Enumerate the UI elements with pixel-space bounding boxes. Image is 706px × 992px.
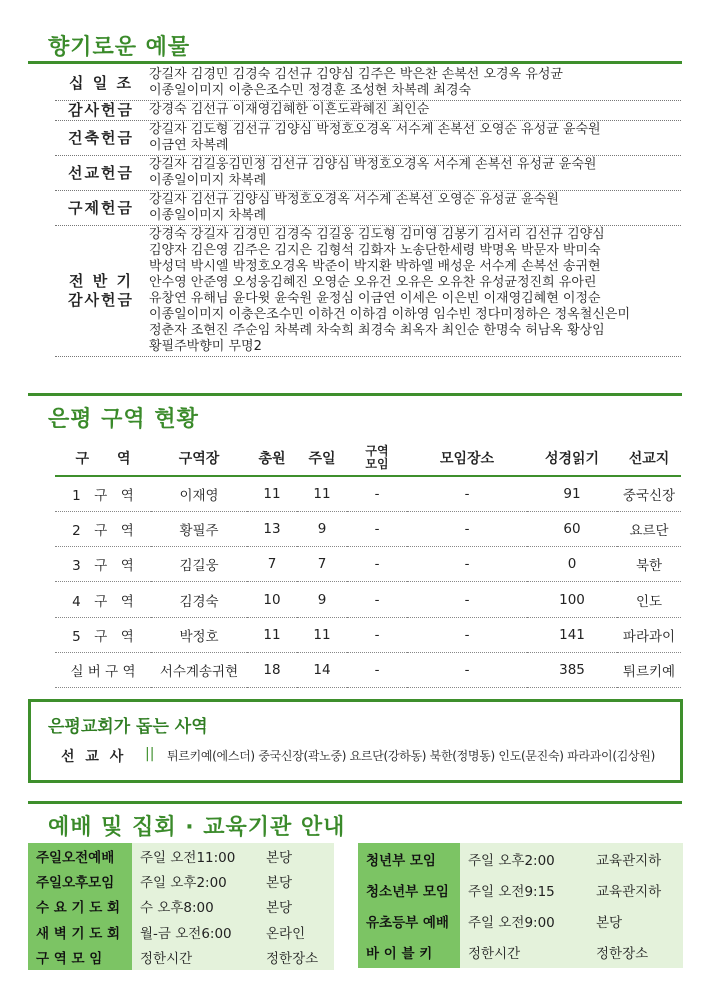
schedule-label: 주일오후모임 <box>28 868 132 893</box>
table-cell: 박정호 <box>151 617 247 652</box>
table-cell: - <box>347 582 407 617</box>
offerings-title: 향기로운 예물 <box>48 35 191 60</box>
table-cell: - <box>347 511 407 546</box>
table-cell: 10 <box>247 582 297 617</box>
district-table <box>55 440 681 688</box>
offering-row <box>55 101 681 121</box>
schedule-label: 바 이 블 키 <box>358 937 460 968</box>
table-cell: - <box>347 547 407 582</box>
offering-row <box>55 156 681 191</box>
schedule-place: 정한장소 <box>258 945 334 970</box>
table-row <box>55 582 681 617</box>
table-cell: 북한 <box>617 547 681 582</box>
schedule-place: 본당 <box>588 905 683 936</box>
column-header: 구 역 <box>55 440 151 476</box>
column-header: 모임장소 <box>407 440 527 476</box>
schedule-time: 주일 오후2:00 <box>460 843 588 874</box>
table-cell: 실 버 구 역 <box>55 652 151 687</box>
table-row <box>55 547 681 582</box>
schedule-table-right <box>358 843 683 968</box>
offering-names: 강경숙 강길자 김경민 김경숙 김길웅 김도형 김미영 김봉기 김서리 김선규 김양심 김양자 김은영 김주은 김지은 김형석 김화자 노송단한세령 박명옥 박문자 박미숙 박성덕 박시엘 박정호오경옥 박준이 박지환 박하엘 배성운 서수계 손복선 송귀현 안수영 안준영 오성웅김혜진 오영순 오유건 오유은 오유찬 유성균정진희 유아린 유창연 유해님 윤다윗 윤숙원 윤정심 이금연 이세은 이은빈 이재영김혜현 이정순 이종일이미지 이충은조수민 이하건 이하겸 이하영 임수빈 정다미정하은 정옥철신은미 정춘자 조현진 주순임 차복례 차숙희 최경숙 최옥자 최인순 한명숙 허남옥 황상임 황필주박향미 무명2 <box>149 227 631 354</box>
column-header: 구역장 <box>151 440 247 476</box>
offering-names: 강길자 김길웅김민정 김선규 김양심 박정호오경옥 서수계 손복선 유성균 윤숙원 이종일이미지 차복례 <box>149 157 597 188</box>
schedule-row <box>28 843 334 868</box>
missionary-label: 선 교 사 <box>61 749 127 765</box>
table-cell: - <box>407 476 527 511</box>
schedule-place: 정한장소 <box>588 937 683 968</box>
table-cell: 1 구 역 <box>55 476 151 511</box>
table-cell: - <box>347 476 407 511</box>
schedule-time: 정한시간 <box>460 937 588 968</box>
offering-label: 십 일 조 <box>69 73 133 92</box>
schedule-place: 본당 <box>258 894 334 919</box>
schedule-label: 수 요 기 도 회 <box>28 894 132 919</box>
schedule-time: 월-금 오전6:00 <box>132 919 258 944</box>
table-cell: 13 <box>247 511 297 546</box>
schedule-time: 주일 오전9:15 <box>460 874 588 905</box>
schedule-label: 청년부 모임 <box>358 843 460 874</box>
offering-row <box>55 66 681 101</box>
column-header: 총원 <box>247 440 297 476</box>
schedule-row <box>28 868 334 893</box>
schedule-time: 정한시간 <box>132 945 258 970</box>
table-cell: 튀르키예 <box>617 652 681 687</box>
schedule-place: 교육관지하 <box>588 843 683 874</box>
separator: || <box>145 746 155 762</box>
divider <box>28 801 682 804</box>
table-cell: 14 <box>297 652 347 687</box>
table-row <box>55 511 681 546</box>
table-row <box>55 476 681 511</box>
table-cell: 3 구 역 <box>55 547 151 582</box>
table-cell: 18 <box>247 652 297 687</box>
schedule-row <box>358 937 683 968</box>
table-cell: 385 <box>527 652 617 687</box>
table-cell: 5 구 역 <box>55 617 151 652</box>
table-cell: - <box>407 617 527 652</box>
schedule-label: 새 벽 기 도 회 <box>28 919 132 944</box>
table-cell: 파라과이 <box>617 617 681 652</box>
schedule-time: 수 오후8:00 <box>132 894 258 919</box>
schedule-time: 주일 오후2:00 <box>132 868 258 893</box>
schedule-row <box>28 894 334 919</box>
table-cell: 서수계송귀현 <box>151 652 247 687</box>
table-cell: 4 구 역 <box>55 582 151 617</box>
offering-label: 건축헌금 <box>68 128 134 147</box>
table-cell: - <box>347 617 407 652</box>
table-cell: - <box>407 582 527 617</box>
table-cell: - <box>347 652 407 687</box>
table-cell: 11 <box>247 476 297 511</box>
schedule-label: 주일오전예배 <box>28 843 132 868</box>
schedule-time: 주일 오전9:00 <box>460 905 588 936</box>
table-cell: 9 <box>297 582 347 617</box>
mission-box <box>28 699 683 783</box>
divider <box>28 61 682 64</box>
table-cell: 중국신장 <box>617 476 681 511</box>
mission-title: 은평교회가 돕는 사역 <box>48 717 208 737</box>
schedule-row <box>358 905 683 936</box>
divider <box>28 393 682 396</box>
table-cell: - <box>407 511 527 546</box>
schedule-place: 온라인 <box>258 919 334 944</box>
column-header: 선교지 <box>617 440 681 476</box>
offering-names: 강경숙 김선규 이재영김혜한 이흔도곽혜진 최인순 <box>149 102 430 117</box>
districts-title: 은평 구역 현황 <box>48 407 199 432</box>
offering-label: 선교헌금 <box>68 163 134 182</box>
missionary-list: 튀르키예(에스더) 중국신장(곽노중) 요르단(강하동) 북한(정명동) 인도(문진숙) 파라과이(김상원) <box>167 749 655 763</box>
table-cell: 요르단 <box>617 511 681 546</box>
offering-row <box>55 226 681 357</box>
column-header: 성경읽기 <box>527 440 617 476</box>
offering-row <box>55 191 681 226</box>
table-cell: 김길웅 <box>151 547 247 582</box>
table-cell: 60 <box>527 511 617 546</box>
table-cell: 100 <box>527 582 617 617</box>
table-cell: - <box>407 652 527 687</box>
schedule-row <box>28 919 334 944</box>
schedule-row <box>28 945 334 970</box>
column-header: 주일 <box>297 440 347 476</box>
schedule-label: 유초등부 예배 <box>358 905 460 936</box>
table-cell: 이재영 <box>151 476 247 511</box>
offering-names: 강길자 김도형 김선규 김양심 박정호오경옥 서수계 손복선 오영순 유성균 윤숙원 이금연 차복례 <box>149 122 601 153</box>
table-cell: 7 <box>297 547 347 582</box>
column-header: 구역 모임 <box>347 440 407 476</box>
schedule-table-left <box>28 843 334 970</box>
schedule-label: 청소년부 모임 <box>358 874 460 905</box>
offering-label: 전 반 기 감사헌금 <box>68 272 134 309</box>
schedule-place: 교육관지하 <box>588 874 683 905</box>
table-row <box>55 617 681 652</box>
table-row <box>55 652 681 687</box>
table-cell: 11 <box>247 617 297 652</box>
table-cell: 김경숙 <box>151 582 247 617</box>
offerings-list <box>55 66 681 357</box>
schedule-row <box>358 843 683 874</box>
table-cell: 11 <box>297 476 347 511</box>
schedule-title: 예배 및 집회 · 교육기관 안내 <box>48 815 346 840</box>
schedule-label: 구 역 모 임 <box>28 945 132 970</box>
schedule-place: 본당 <box>258 868 334 893</box>
table-cell: 9 <box>297 511 347 546</box>
table-cell: 141 <box>527 617 617 652</box>
schedule-row <box>358 874 683 905</box>
table-cell: 인도 <box>617 582 681 617</box>
offering-label: 감사헌금 <box>68 101 134 119</box>
schedule-place: 본당 <box>258 843 334 868</box>
offering-label: 구제헌금 <box>68 198 134 217</box>
table-header-row <box>55 440 681 476</box>
table-cell: 0 <box>527 547 617 582</box>
offering-names: 강길자 김경민 김경숙 김선규 김양심 김주은 박은찬 손복선 오경옥 유성균 이종일이미지 이충은조수민 정경훈 조성현 차복례 최경숙 <box>149 67 563 98</box>
table-cell: - <box>407 547 527 582</box>
schedule-time: 주일 오전11:00 <box>132 843 258 868</box>
offering-names: 강길자 김선규 김양심 박정호오경옥 서수계 손복선 오영순 유성균 윤숙원 이종일이미지 차복례 <box>149 192 559 223</box>
table-cell: 7 <box>247 547 297 582</box>
offering-row <box>55 121 681 156</box>
table-cell: 91 <box>527 476 617 511</box>
table-cell: 황필주 <box>151 511 247 546</box>
table-cell: 11 <box>297 617 347 652</box>
table-cell: 2 구 역 <box>55 511 151 546</box>
